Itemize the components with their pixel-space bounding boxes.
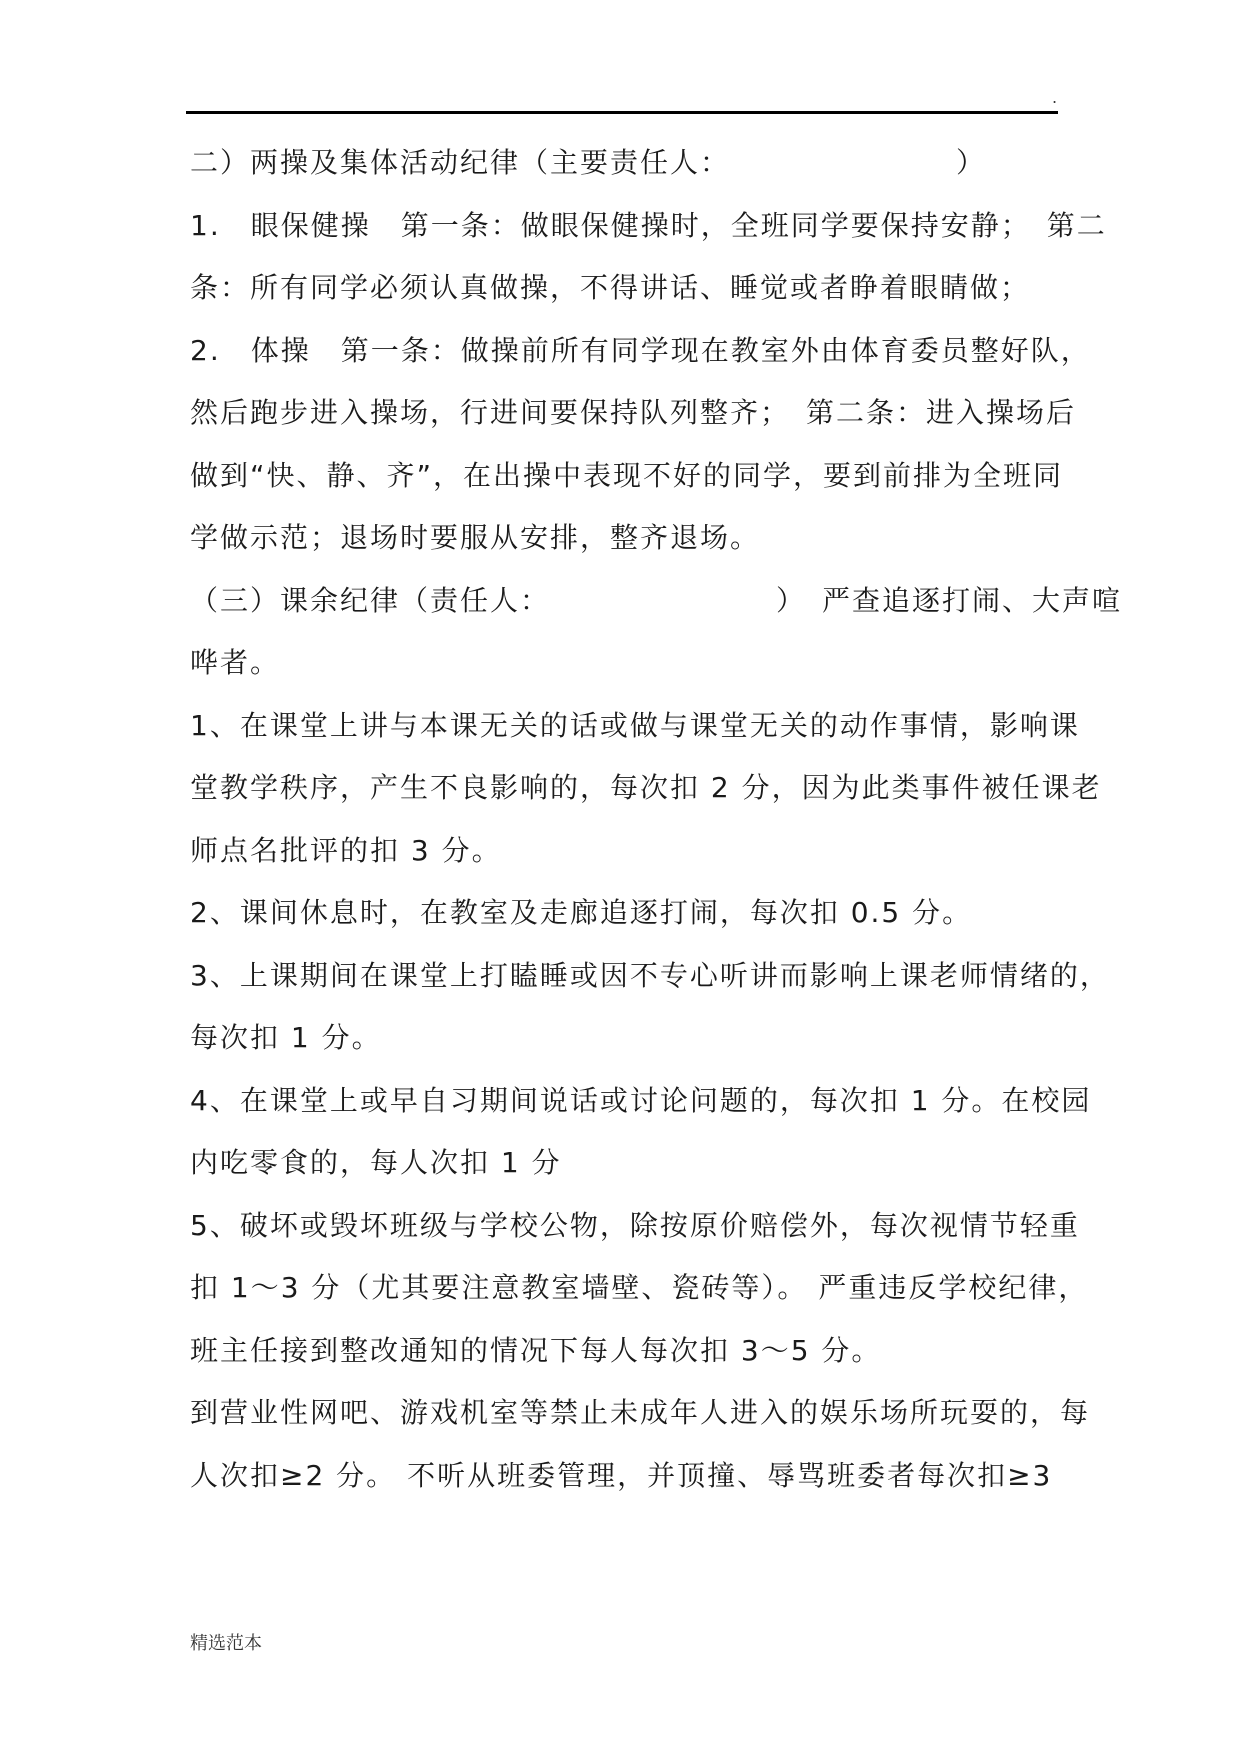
- text-line: 班主任接到整改通知的情况下每人每次扣 3～5 分。: [190, 1334, 882, 1367]
- text-line: 哗者。: [190, 646, 281, 679]
- text-line: 扣 1～3 分（尤其要注意教室墙壁、瓷砖等）。 严重违反学校纪律，: [190, 1271, 1089, 1304]
- text-line: 然后跑步进入操场，行进间要保持队列整齐； 第二条：进入操场后: [190, 396, 1077, 429]
- text-line: 二）两操及集体活动纪律（主要责任人： ）: [190, 146, 987, 179]
- text-line: 内吃零食的，每人次扣 1 分: [190, 1146, 562, 1179]
- header-mark: .: [1052, 88, 1058, 107]
- text-line: 学做示范；退场时要服从安排，整齐退场。: [190, 521, 761, 554]
- text-line: 1. 眼保健操 第一条：做眼保健操时，全班同学要保持安静； 第二: [190, 209, 1107, 242]
- text-line: 1、在课堂上讲与本课无关的话或做与课堂无关的动作事情，影响课: [190, 709, 1080, 742]
- text-line: 师点名批评的扣 3 分。: [190, 834, 502, 867]
- text-line: 堂教学秩序，产生不良影响的，每次扣 2 分，因为此类事件被任课老: [190, 771, 1102, 804]
- header-rule: [186, 111, 1058, 114]
- text-line: 2、课间休息时，在教室及走廊追逐打闹，每次扣 0.5 分。: [190, 896, 973, 929]
- text-line: 4、在课堂上或早自习期间说话或讨论问题的，每次扣 1 分。在校园: [190, 1084, 1092, 1117]
- text-line: 5、破坏或毁坏班级与学校公物，除按原价赔偿外，每次视情节轻重: [190, 1209, 1080, 1242]
- footer-label: 精选范本: [190, 1633, 262, 1654]
- text-line: 2. 体操 第一条：做操前所有同学现在教室外由体育委员整好队，: [190, 334, 1091, 367]
- text-line: 条：所有同学必须认真做操，不得讲话、睡觉或者睁着眼睛做；: [190, 271, 1031, 304]
- text-line: 人次扣≥2 分。 不听从班委管理，并顶撞、辱骂班委者每次扣≥3: [190, 1459, 1053, 1492]
- text-line: 做到“快、静、齐”，在出操中表现不好的同学，要到前排为全班同: [190, 459, 1064, 492]
- text-line: 每次扣 1 分。: [190, 1021, 382, 1054]
- text-line: （三）课余纪律（责任人： ） 严查追逐打闹、大声喧: [190, 584, 1123, 617]
- text-line: 3、上课期间在课堂上打瞌睡或因不专心听讲而影响上课老师情绪的，: [190, 959, 1110, 992]
- text-line: 到营业性网吧、游戏机室等禁止未成年人进入的娱乐场所玩耍的，每: [190, 1396, 1091, 1429]
